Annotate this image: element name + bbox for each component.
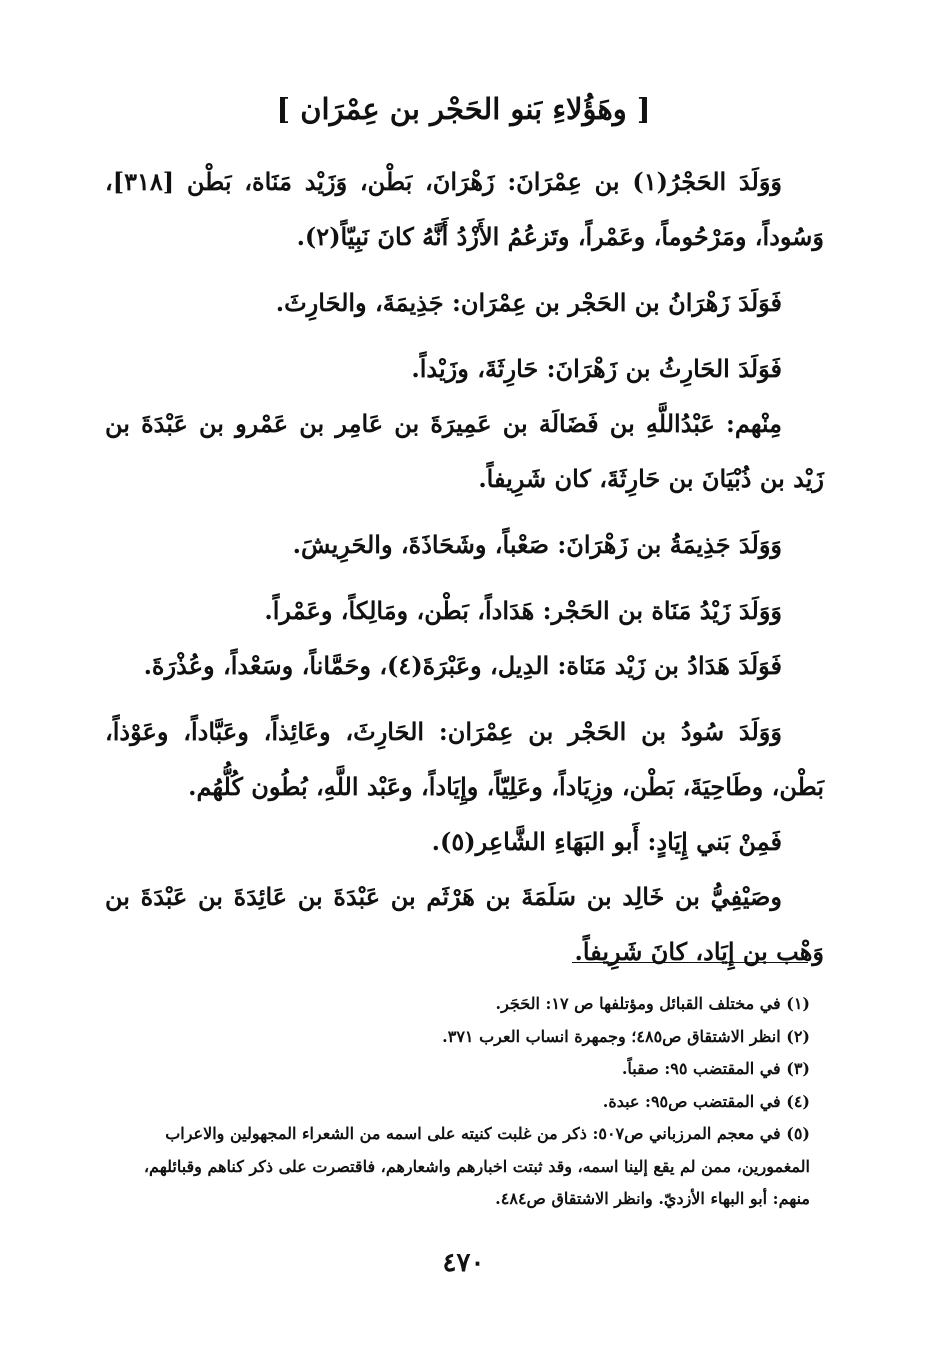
- footnote: (١) في مختلف القبائل ومؤتلفها ص ١٧: الحَجَر.: [495, 994, 810, 1013]
- paragraph: فَوَلَدَ الحَارِثُ بن زَهْرَانَ: حَارِثَةَ، وزَيْداً.: [411, 354, 782, 383]
- footnote-separator: [572, 962, 808, 963]
- paragraph: فَمِنْ بَني إِيَادٍ: أَبو البَهَاءِ الشَّاعِر(٥).: [431, 827, 782, 856]
- footnote: (٤) في المقتضب ص٩٥: عبدة.: [602, 1091, 810, 1111]
- page-number: ٤٧٠: [442, 1248, 485, 1278]
- footnotes: [105, 988, 810, 1216]
- paragraph: وَوَلَدَ سُودُ بن الحَجْر بن عِمْرَان: الحَارِثَ، وعَائِذاً، وعَبَّاداً، وعَوْذاً، بَطْن، وطَاحِيَةَ، بَطْن، وزِيَاداً، وعَلِيّاً، وإِيَاداً، وعَبْد اللَّهِ، بُطُون كُلُّهُم.: [105, 717, 824, 801]
- paragraph: مِنْهم: عَبْدُاللَّهِ بن فَضَالَة بن عَمِيرَةَ بن عَامِر بن عَمْرو بن عَبْدَةَ بن زَيْد بن ذُبْيَانَ بن حَارِثَةَ، كان شَرِيفاً.: [105, 409, 824, 493]
- paragraph: وَوَلَدَ الحَجْرُ(١) بن عِمْرَانَ: زَهْرَانَ، بَطْن، وَزَيْد مَنَاة، بَطْن [٣١٨]، وَسُوداً، ومَرْحُوماً، وعَمْراً، وتَزعُمُ الأَزْدُ أَنَّهُ كانَ نَبِيّاً(٢).: [105, 167, 824, 251]
- footnote: (٣) في المقتضب ٩٥: صقباً.: [621, 1059, 810, 1078]
- paragraph: وصَيْفِيُّ بن خَالِد بن سَلَمَةَ بن هَرْثَم بن عَبْدَةَ بن عَائِدَةَ بن عَبْدَةَ بن وَهْب بن إِيَاد، كانَ شَرِيفاً.: [105, 882, 824, 966]
- paragraph: وَوَلَدَ جَذِيمَةُ بن زَهْرَانَ: صَعْباً، وشَحَاذَةَ، والحَرِيشَ.: [292, 530, 782, 559]
- footnote: (٥) في معجم المرزباني ص٥٠٧: ذكر من غلبت كنيته على اسمه من الشعراء المجهولين والاعراب المغمورين، ممن لم يقع إلينا اسمه، وقد ثبتت اخبارهم واشعارهم، فاقتصرت على ذكر كناهم وقبائلهم، منهم: أبو البهاء الأزديّ. وانظر الاشتقاق ص٤٨٤.: [143, 1124, 810, 1208]
- main-text: [105, 154, 824, 979]
- paragraph: وَوَلَدَ زَيْدُ مَنَاة بن الحَجْر: هَدَاداً، بَطْن، ومَالِكاً، وعَمْراً.: [264, 596, 782, 625]
- section-heading: [ وهَؤُلاءِ بَنو الحَجْر بن عِمْرَان ]: [276, 92, 651, 126]
- footnote: (٢) انظر الاشتقاق ص٤٨٥؛ وجمهرة انساب العرب ٣٧١.: [442, 1026, 810, 1046]
- paragraph: فَوَلَدَ هَدَادُ بن زَيْد مَنَاة: الدِيل، وعَبْرَةَ(٤)، وحَمَّاناً، وسَعْداً، وعُذْرَةَ.: [143, 651, 782, 680]
- paragraph: فَوَلَدَ زَهْرَانُ بن الحَجْر بن عِمْرَان: جَذِيمَةَ، والحَارِثَ.: [275, 288, 782, 317]
